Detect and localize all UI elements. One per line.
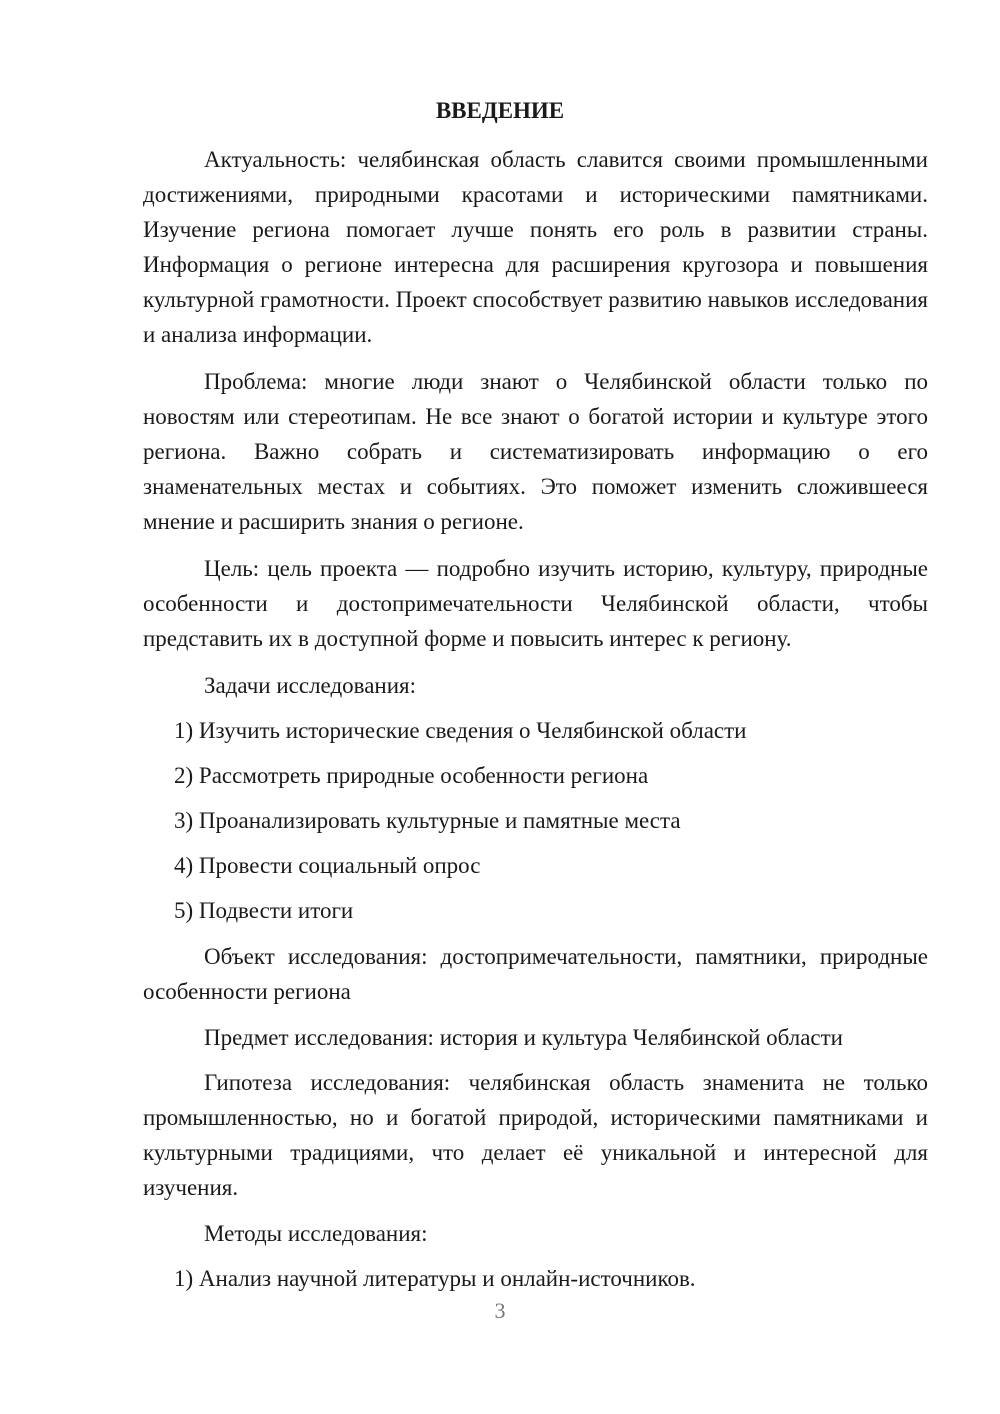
relevance-paragraph: Актуальность: челябинская область славится своими промышленными достижениями, природными красотами и историческими памятниками. Изучение региона помогает лучше понять его роль в развитии страны. Информация о регионе интересна для расширения кругозора и повышения культурной грамотности. Проект способствует развитию навыков исследования и анализа информации.: [143, 147, 928, 347]
page-number: 3: [494, 1298, 506, 1323]
task-item: 1) Изучить исторические сведения о Челябинской области: [174, 718, 747, 743]
method-item: 1) Анализ научной литературы и онлайн-источников.: [174, 1266, 696, 1291]
task-item: 5) Подвести итоги: [174, 898, 354, 923]
tasks-heading: Задачи исследования:: [204, 673, 417, 698]
hypothesis-paragraph: Гипотеза исследования: челябинская область знаменита не только промышленностью, но и богатой природой, историческими памятниками и культурными традициями, что делает её уникальной и интересной для изучения.: [143, 1070, 928, 1200]
object-paragraph: Объект исследования: достопримечательности, памятники, природные особенности региона: [143, 944, 928, 1004]
task-item: 4) Провести социальный опрос: [174, 853, 481, 878]
methods-heading: Методы исследования:: [204, 1221, 428, 1246]
subject-paragraph: Предмет исследования: история и культура Челябинской области: [204, 1025, 843, 1050]
task-item: 2) Рассмотреть природные особенности региона: [174, 763, 649, 788]
problem-paragraph: Проблема: многие люди знают о Челябинской области только по новостям или стереотипам. Не все знают о богатой истории и культуре этого региона. Важно собрать и систематизировать информацию о его знаменательных местах и событиях. Это поможет изменить сложившееся мнение и расширить знания о регионе.: [143, 369, 928, 534]
goal-paragraph: Цель: цель проекта — подробно изучить историю, культуру, природные особенности и достопримечательности Челябинской области, чтобы представить их в доступной форме и повысить интерес к региону.: [143, 556, 928, 651]
task-item: 3) Проанализировать культурные и памятные места: [174, 808, 681, 833]
page-title: ВВЕДЕНИЕ: [435, 98, 565, 123]
